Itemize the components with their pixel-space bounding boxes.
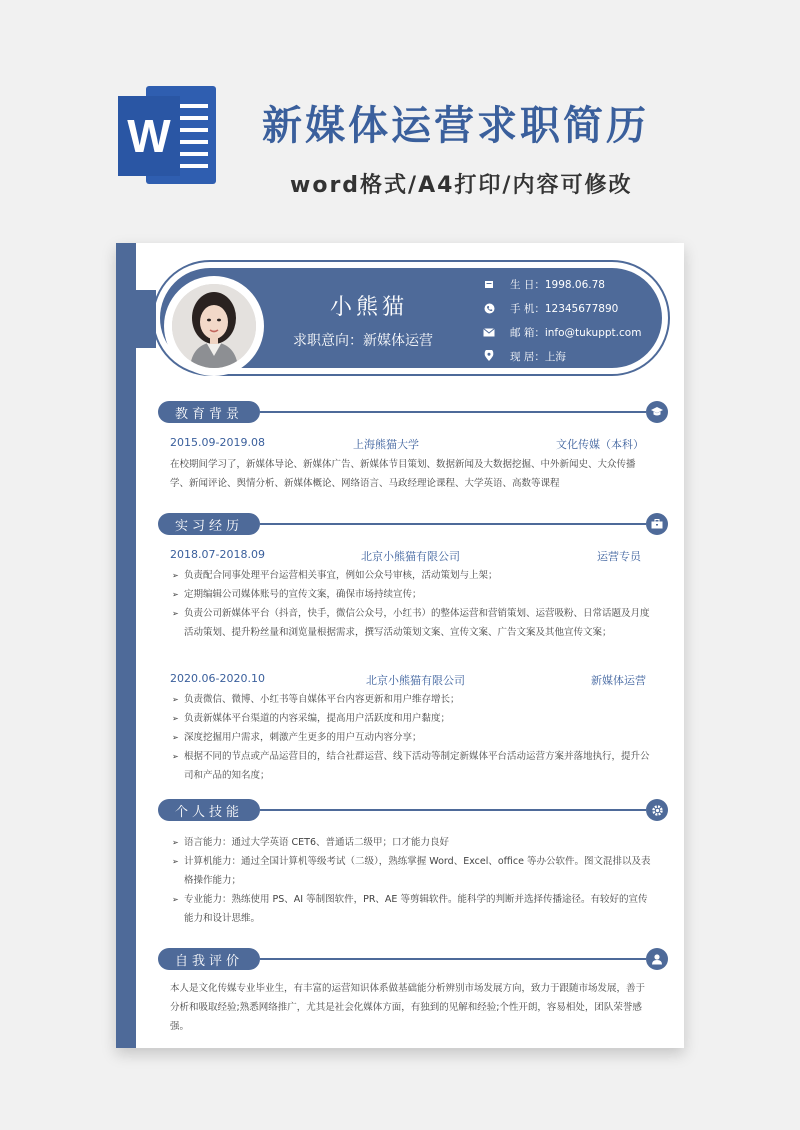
section-experience bbox=[158, 513, 668, 537]
mail-icon bbox=[482, 325, 496, 339]
job-duties-list bbox=[172, 690, 656, 785]
banner-title: 新媒体运营求职简历 bbox=[262, 103, 649, 149]
resume-page bbox=[116, 243, 684, 1048]
candidate-name: 小熊猫 bbox=[330, 295, 409, 320]
info-phone: 手 机：12345677890 bbox=[482, 296, 641, 320]
section-title: 实习经历 bbox=[158, 513, 260, 535]
word-logo-icon bbox=[118, 86, 226, 186]
list-item: ➢ 负责新媒体平台渠道的内容采编，提高用户活跃度和用户黏度； bbox=[172, 709, 656, 728]
section-divider bbox=[260, 523, 646, 525]
info-location: 现 居：上海 bbox=[482, 344, 641, 368]
location-icon bbox=[482, 349, 496, 363]
info-birthday: 生 日：1998.06.78 bbox=[482, 272, 641, 296]
section-divider bbox=[260, 411, 646, 413]
user-icon bbox=[646, 948, 668, 970]
job-company: 北京小熊猫有限公司 bbox=[361, 550, 460, 563]
calendar-icon bbox=[482, 277, 496, 291]
education-school: 上海熊猫大学 bbox=[353, 438, 419, 451]
briefcase-icon bbox=[646, 513, 668, 535]
job-role: 运营专员 bbox=[597, 550, 641, 563]
section-divider bbox=[260, 809, 646, 811]
skills-list bbox=[172, 833, 656, 928]
job-role: 新媒体运营 bbox=[591, 674, 646, 687]
gear-icon bbox=[646, 799, 668, 821]
list-item: ➢ 负责配合同事处理平台运营相关事宜，例如公众号审核，活动策划与上架； bbox=[172, 566, 656, 585]
left-accent-bar bbox=[116, 243, 136, 1048]
list-item: ➢ 定期编辑公司媒体账号的宣传文案，确保市场持续宣传； bbox=[172, 585, 656, 604]
list-item: ➢ 深度挖掘用户需求，刺激产生更多的用户互动内容分享； bbox=[172, 728, 656, 747]
section-evaluation bbox=[158, 948, 668, 972]
banner-subtitle: word格式/A4打印/内容可修改 bbox=[290, 173, 633, 198]
section-education bbox=[158, 401, 668, 425]
education-major: 文化传媒（本科） bbox=[556, 438, 644, 451]
evaluation-text: 本人是文化传媒专业毕业生，有丰富的运营知识体系做基础能分析辨别市场发展方向，致力于跟随市场发展，善于分析和吸取经验;熟悉网络推广，尤其是社会化媒体方面，有独到的见解和经验;个性开朗，容易相处，团队荣誉感强。 bbox=[170, 983, 646, 1032]
list-item: ➢ 语言能力：通过大学英语 CET6、普通话二级甲；口才能力良好 bbox=[172, 833, 656, 852]
job-intent: 求职意向：新媒体运营 bbox=[293, 333, 433, 349]
graduation-cap-icon bbox=[646, 401, 668, 423]
section-divider bbox=[260, 958, 646, 960]
avatar bbox=[164, 276, 264, 376]
section-title: 教育背景 bbox=[158, 401, 260, 423]
job-company: 北京小熊猫有限公司 bbox=[366, 674, 465, 687]
list-item: ➢ 负责微信、微博、小红书等自媒体平台内容更新和用户维存增长； bbox=[172, 690, 656, 709]
list-item: ➢ 计算机能力：通过全国计算机等级考试（二级），熟练掌握 Word、Excel、office 等办公软件。图文混排以及表格操作能力； bbox=[172, 852, 656, 890]
profile-header bbox=[152, 260, 670, 376]
section-title: 个人技能 bbox=[158, 799, 260, 821]
phone-icon bbox=[482, 301, 496, 315]
job-date: 2020.06-2020.10 bbox=[170, 672, 265, 685]
job-date: 2018.07-2018.09 bbox=[170, 548, 265, 561]
info-email: 邮 箱：info@tukuppt.com bbox=[482, 320, 641, 344]
word-letter: W bbox=[118, 96, 180, 176]
list-item: ➢ 根据不同的节点或产品运营目的，结合社群运营、线下活动等制定新媒体平台活动运营方案并落地执行，提升公司和产品的知名度； bbox=[172, 747, 656, 785]
section-skills bbox=[158, 799, 668, 823]
education-date: 2015.09-2019.08 bbox=[170, 436, 265, 449]
job-duties-list bbox=[172, 566, 656, 642]
education-description: 在校期间学习了，新媒体导论、新媒体广告、新媒体节目策划、数据新闻及大数据挖掘、中外新闻史、大众传播学、新闻评论、舆情分析、新媒体概论、网络语言、马政经理论课程、大学英语、高数等课程 bbox=[170, 459, 636, 489]
section-title: 自我评价 bbox=[158, 948, 260, 970]
list-item: ➢ 专业能力：熟练使用 PS、AI 等制图软件，PR、AE 等剪辑软件。能科学的判断并选择传播途径。有较好的宣传能力和设计思维。 bbox=[172, 890, 656, 928]
contact-info bbox=[482, 272, 641, 368]
list-item: ➢ 负责公司新媒体平台（抖音，快手，微信公众号，小红书）的整体运营和营销策划、运营吸粉、日常话题及月度活动策划、提升粉丝量和浏览量根据需求，撰写活动策划文案、宣传文案、广告文案及其他宣传文案； bbox=[172, 604, 656, 642]
